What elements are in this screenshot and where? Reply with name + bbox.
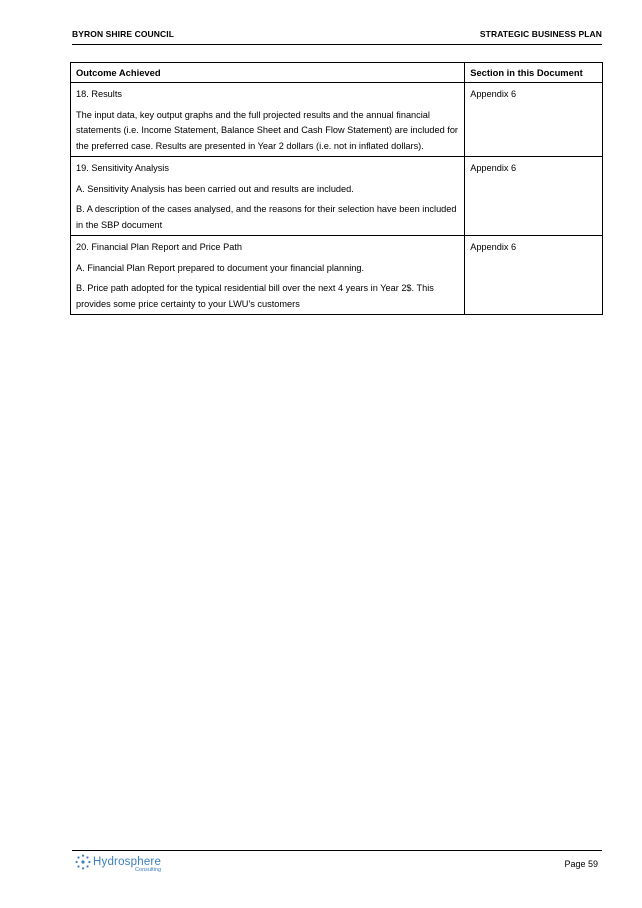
outcome-cell bbox=[71, 236, 465, 315]
outcome-text: The input data, key output graphs and the full projected results and the annual financial statements (i.e. Income Statement, Balance Sheet and Cash Flow Statement) are included for the preferred case. Results are presented in Year 2 dollars (i.e. not in inflated dollars). bbox=[76, 109, 458, 151]
outcome-text: A. Financial Plan Report prepared to document your financial planning. bbox=[76, 262, 365, 273]
section-cell: Appendix 6 bbox=[465, 157, 603, 236]
outcome-text: B. A description of the cases analysed, and the reasons for their selection have been included in the SBP document bbox=[76, 204, 457, 230]
table-row bbox=[71, 157, 603, 236]
column-header-section: Section in this Document bbox=[465, 63, 603, 83]
section-cell: Appendix 6 bbox=[465, 83, 603, 157]
header-council-name: BYRON SHIRE COUNCIL bbox=[72, 29, 175, 39]
footer-divider bbox=[72, 850, 602, 851]
outcomes-table bbox=[70, 62, 603, 315]
header-document-title: STRATEGIC BUSINESS PLAN bbox=[479, 29, 602, 39]
section-cell: Appendix 6 bbox=[465, 236, 603, 315]
table-row bbox=[71, 83, 603, 157]
page-number: Page 59 bbox=[564, 859, 598, 869]
table-row bbox=[71, 236, 603, 315]
column-header-outcome: Outcome Achieved bbox=[71, 63, 465, 83]
page-header bbox=[72, 22, 602, 45]
hydrosphere-logo bbox=[75, 854, 162, 873]
outcome-title: 18. Results bbox=[76, 89, 122, 99]
logo-wordmark: Hydrosphere bbox=[93, 856, 162, 868]
outcome-title: 19. Sensitivity Analysis bbox=[76, 163, 169, 173]
logo-tagline: Consulting bbox=[135, 867, 162, 873]
outcome-cell bbox=[71, 157, 465, 236]
outcome-text: A. Sensitivity Analysis has been carried out and results are included. bbox=[76, 183, 354, 194]
table-header-row bbox=[71, 63, 603, 83]
sunburst-logo-icon bbox=[75, 854, 91, 870]
outcome-cell bbox=[71, 83, 465, 157]
outcome-text: B. Price path adopted for the typical residential bill over the next 4 years in Year 2$. This provides some price certainty to your LWU’s customers bbox=[76, 283, 434, 309]
outcome-title: 20. Financial Plan Report and Price Path bbox=[76, 242, 242, 252]
